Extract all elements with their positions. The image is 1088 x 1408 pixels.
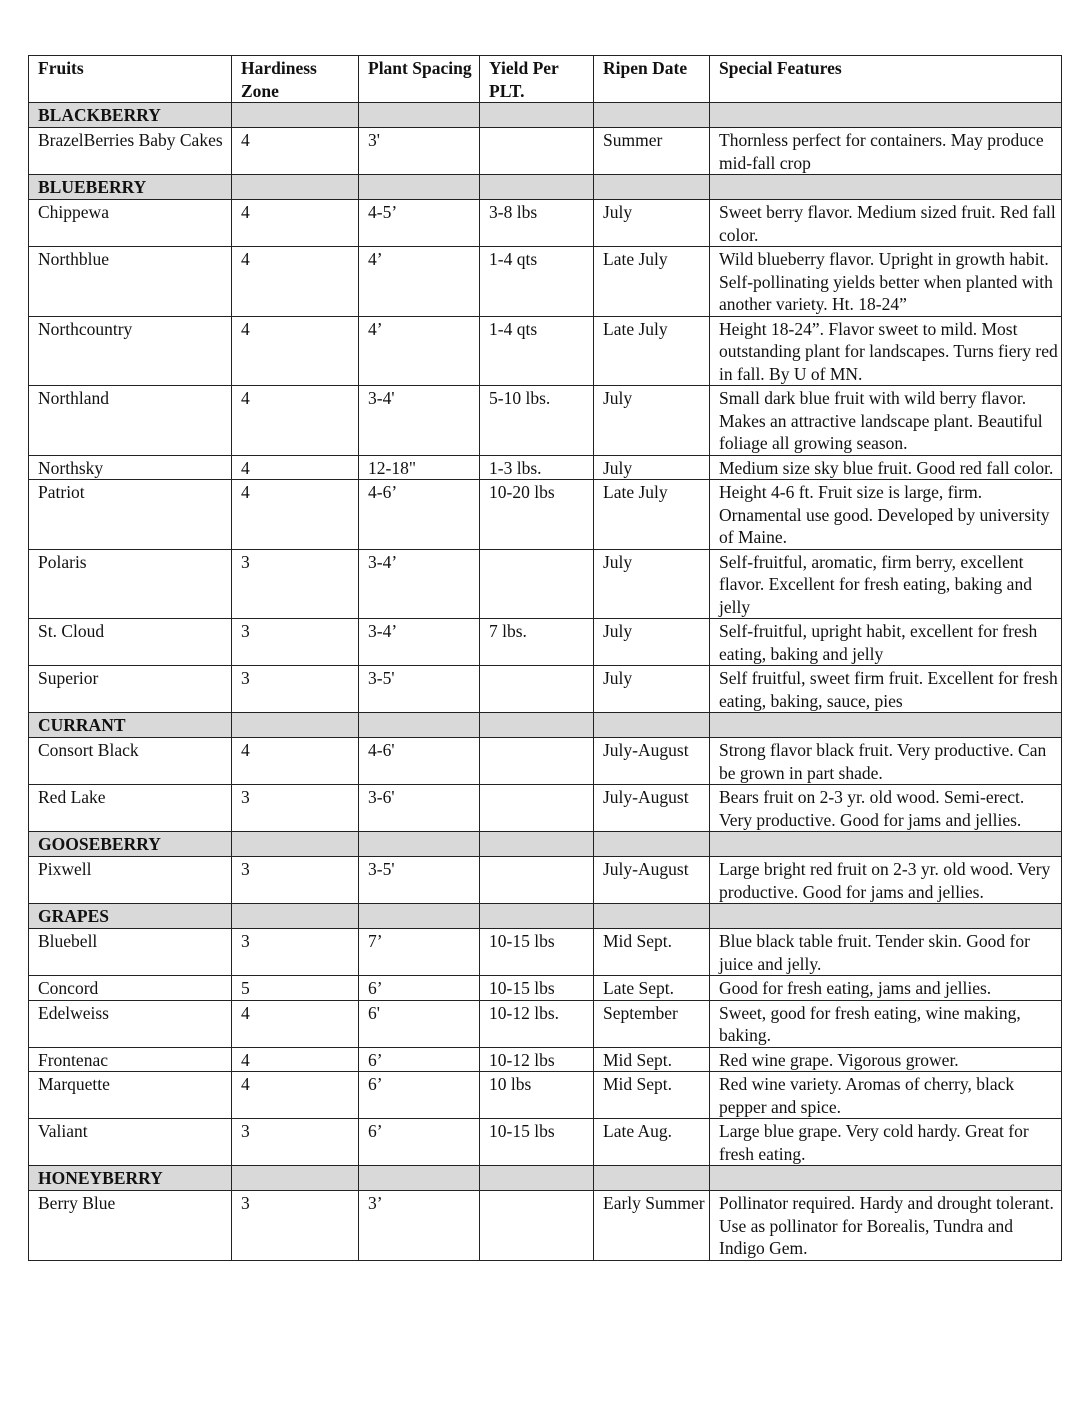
zone-cell: 4 [232, 1072, 359, 1119]
yield-cell: 10-15 lbs [480, 929, 594, 976]
features-cell: Small dark blue fruit with wild berry flavor. Makes an attractive landscape plant. Beautiful foliage all growing season. [710, 386, 1062, 456]
table-row [29, 785, 1062, 832]
yield-cell: 1-4 qts [480, 247, 594, 317]
category-row [29, 1166, 1062, 1191]
category-empty-cell [232, 103, 359, 128]
category-empty-cell [232, 904, 359, 929]
table-row [29, 200, 1062, 247]
yield-cell: 7 lbs. [480, 619, 594, 666]
ripen-cell: Late Sept. [594, 976, 710, 1001]
spacing-cell: 6' [359, 1000, 480, 1047]
zone-cell: 4 [232, 1047, 359, 1072]
fruit-cell: Northsky [29, 455, 232, 480]
yield-cell [480, 549, 594, 619]
category-empty-cell [594, 904, 710, 929]
header-hardiness-zone: Hardiness Zone [232, 56, 359, 103]
yield-cell [480, 128, 594, 175]
yield-cell: 10 lbs [480, 1072, 594, 1119]
fruit-cell: Red Lake [29, 785, 232, 832]
yield-cell: 10-12 lbs [480, 1047, 594, 1072]
zone-cell: 3 [232, 1119, 359, 1166]
table-body [29, 103, 1062, 1261]
table-row [29, 1047, 1062, 1072]
fruit-cell: Marquette [29, 1072, 232, 1119]
category-empty-cell [232, 1166, 359, 1191]
category-row [29, 103, 1062, 128]
spacing-cell: 3-4’ [359, 619, 480, 666]
features-cell: Medium size sky blue fruit. Good red fall color. [710, 455, 1062, 480]
yield-cell: 1-3 lbs. [480, 455, 594, 480]
spacing-cell: 3-5' [359, 857, 480, 904]
header-ripen-date: Ripen Date [594, 56, 710, 103]
spacing-cell: 6’ [359, 1072, 480, 1119]
category-empty-cell [359, 832, 480, 857]
category-empty-cell [480, 832, 594, 857]
ripen-cell: Late July [594, 480, 710, 550]
fruit-cell: Valiant [29, 1119, 232, 1166]
category-empty-cell [594, 713, 710, 738]
category-name: GOOSEBERRY [29, 832, 232, 857]
table-row [29, 929, 1062, 976]
zone-cell: 4 [232, 247, 359, 317]
fruit-cell: Superior [29, 666, 232, 713]
ripen-cell: Mid Sept. [594, 1072, 710, 1119]
category-empty-cell [594, 832, 710, 857]
category-empty-cell [480, 713, 594, 738]
ripen-cell: July [594, 386, 710, 456]
features-cell: Bears fruit on 2-3 yr. old wood. Semi-erect. Very productive. Good for jams and jellies. [710, 785, 1062, 832]
spacing-cell: 3-4’ [359, 549, 480, 619]
header-yield-per-plant: Yield Per PLT. [480, 56, 594, 103]
category-empty-cell [480, 103, 594, 128]
spacing-cell: 3-4' [359, 386, 480, 456]
spacing-cell: 6’ [359, 976, 480, 1001]
category-name: BLUEBERRY [29, 175, 232, 200]
spacing-cell: 4-6’ [359, 480, 480, 550]
features-cell: Sweet, good for fresh eating, wine making, baking. [710, 1000, 1062, 1047]
ripen-cell: Mid Sept. [594, 929, 710, 976]
table-row [29, 857, 1062, 904]
features-cell: Sweet berry flavor. Medium sized fruit. Red fall color. [710, 200, 1062, 247]
fruit-table [28, 55, 1062, 1261]
category-empty-cell [359, 103, 480, 128]
zone-cell: 3 [232, 666, 359, 713]
ripen-cell: July-August [594, 785, 710, 832]
fruit-cell: Frontenac [29, 1047, 232, 1072]
ripen-cell: July [594, 455, 710, 480]
category-empty-cell [359, 175, 480, 200]
fruit-cell: BrazelBerries Baby Cakes [29, 128, 232, 175]
yield-cell: 1-4 qts [480, 316, 594, 386]
features-cell: Strong flavor black fruit. Very productive. Can be grown in part shade. [710, 738, 1062, 785]
table-row [29, 976, 1062, 1001]
ripen-cell: Late Aug. [594, 1119, 710, 1166]
table-row [29, 455, 1062, 480]
table-row [29, 128, 1062, 175]
yield-cell: 10-15 lbs [480, 976, 594, 1001]
category-row [29, 713, 1062, 738]
zone-cell: 4 [232, 480, 359, 550]
spacing-cell: 7’ [359, 929, 480, 976]
table-row [29, 316, 1062, 386]
header-plant-spacing: Plant Spacing [359, 56, 480, 103]
yield-cell [480, 785, 594, 832]
spacing-cell: 4’ [359, 247, 480, 317]
fruit-cell: Edelweiss [29, 1000, 232, 1047]
category-row [29, 832, 1062, 857]
zone-cell: 3 [232, 857, 359, 904]
zone-cell: 4 [232, 738, 359, 785]
category-empty-cell [594, 103, 710, 128]
zone-cell: 4 [232, 455, 359, 480]
zone-cell: 3 [232, 1191, 359, 1261]
table-row [29, 666, 1062, 713]
features-cell: Self-fruitful, aromatic, firm berry, excellent flavor. Excellent for fresh eating, baking and jelly [710, 549, 1062, 619]
category-empty-cell [480, 904, 594, 929]
header-special-features: Special Features [710, 56, 1062, 103]
yield-cell: 10-12 lbs. [480, 1000, 594, 1047]
yield-cell: 10-20 lbs [480, 480, 594, 550]
category-empty-cell [359, 1166, 480, 1191]
category-row [29, 175, 1062, 200]
features-cell: Red wine grape. Vigorous grower. [710, 1047, 1062, 1072]
category-empty-cell [710, 175, 1062, 200]
ripen-cell: July-August [594, 857, 710, 904]
yield-cell: 10-15 lbs [480, 1119, 594, 1166]
spacing-cell: 3-5' [359, 666, 480, 713]
yield-cell [480, 738, 594, 785]
category-empty-cell [480, 1166, 594, 1191]
category-empty-cell [232, 175, 359, 200]
ripen-cell: July [594, 619, 710, 666]
yield-cell: 3-8 lbs [480, 200, 594, 247]
yield-cell [480, 666, 594, 713]
spacing-cell: 4-6' [359, 738, 480, 785]
category-name: BLACKBERRY [29, 103, 232, 128]
fruit-cell: Berry Blue [29, 1191, 232, 1261]
spacing-cell: 6’ [359, 1047, 480, 1072]
category-name: HONEYBERRY [29, 1166, 232, 1191]
features-cell: Blue black table fruit. Tender skin. Good for juice and jelly. [710, 929, 1062, 976]
ripen-cell: Mid Sept. [594, 1047, 710, 1072]
category-empty-cell [359, 713, 480, 738]
ripen-cell: Late July [594, 247, 710, 317]
spacing-cell: 3-6' [359, 785, 480, 832]
ripen-cell: July [594, 549, 710, 619]
fruit-cell: Concord [29, 976, 232, 1001]
ripen-cell: Summer [594, 128, 710, 175]
zone-cell: 3 [232, 929, 359, 976]
spacing-cell: 4-5’ [359, 200, 480, 247]
zone-cell: 4 [232, 1000, 359, 1047]
category-empty-cell [594, 175, 710, 200]
ripen-cell: September [594, 1000, 710, 1047]
ripen-cell: Early Summer [594, 1191, 710, 1261]
category-empty-cell [710, 103, 1062, 128]
features-cell: Thornless perfect for containers. May produce mid-fall crop [710, 128, 1062, 175]
ripen-cell: July-August [594, 738, 710, 785]
category-name: CURRANT [29, 713, 232, 738]
fruit-cell: Northland [29, 386, 232, 456]
zone-cell: 4 [232, 200, 359, 247]
category-empty-cell [710, 904, 1062, 929]
table-row [29, 1000, 1062, 1047]
zone-cell: 3 [232, 785, 359, 832]
fruit-cell: Pixwell [29, 857, 232, 904]
zone-cell: 4 [232, 316, 359, 386]
category-row [29, 904, 1062, 929]
spacing-cell: 6’ [359, 1119, 480, 1166]
fruit-cell: Northcountry [29, 316, 232, 386]
ripen-cell: July [594, 200, 710, 247]
table-row [29, 1072, 1062, 1119]
features-cell: Good for fresh eating, jams and jellies. [710, 976, 1062, 1001]
fruit-cell: Polaris [29, 549, 232, 619]
table-row [29, 738, 1062, 785]
fruit-cell: Patriot [29, 480, 232, 550]
table-row [29, 480, 1062, 550]
ripen-cell: Late July [594, 316, 710, 386]
zone-cell: 5 [232, 976, 359, 1001]
fruit-cell: St. Cloud [29, 619, 232, 666]
features-cell: Wild blueberry flavor. Upright in growth habit. Self-pollinating yields better when planted with another variety. Ht. 18-24” [710, 247, 1062, 317]
fruit-cell: Chippewa [29, 200, 232, 247]
category-empty-cell [359, 904, 480, 929]
features-cell: Pollinator required. Hardy and drought tolerant. Use as pollinator for Borealis, Tundra and Indigo Gem. [710, 1191, 1062, 1261]
category-empty-cell [710, 832, 1062, 857]
zone-cell: 3 [232, 549, 359, 619]
table-row [29, 549, 1062, 619]
category-empty-cell [232, 832, 359, 857]
category-empty-cell [232, 713, 359, 738]
features-cell: Self fruitful, sweet firm fruit. Excellent for fresh eating, baking, sauce, pies [710, 666, 1062, 713]
spacing-cell: 12-18" [359, 455, 480, 480]
yield-cell [480, 1191, 594, 1261]
spacing-cell: 3' [359, 128, 480, 175]
features-cell: Self-fruitful, upright habit, excellent for fresh eating, baking and jelly [710, 619, 1062, 666]
yield-cell: 5-10 lbs. [480, 386, 594, 456]
zone-cell: 4 [232, 386, 359, 456]
fruit-cell: Northblue [29, 247, 232, 317]
zone-cell: 3 [232, 619, 359, 666]
features-cell: Large bright red fruit on 2-3 yr. old wood. Very productive. Good for jams and jellies. [710, 857, 1062, 904]
features-cell: Height 18-24”. Flavor sweet to mild. Most outstanding plant for landscapes. Turns fiery red in fall. By U of MN. [710, 316, 1062, 386]
table-row [29, 247, 1062, 317]
features-cell: Large blue grape. Very cold hardy. Great for fresh eating. [710, 1119, 1062, 1166]
features-cell: Red wine variety. Aromas of cherry, black pepper and spice. [710, 1072, 1062, 1119]
features-cell: Height 4-6 ft. Fruit size is large, firm. Ornamental use good. Developed by university of Maine. [710, 480, 1062, 550]
spacing-cell: 4’ [359, 316, 480, 386]
category-empty-cell [710, 1166, 1062, 1191]
zone-cell: 4 [232, 128, 359, 175]
category-empty-cell [480, 175, 594, 200]
category-empty-cell [594, 1166, 710, 1191]
header-row [29, 56, 1062, 103]
yield-cell [480, 857, 594, 904]
fruit-cell: Bluebell [29, 929, 232, 976]
fruit-cell: Consort Black [29, 738, 232, 785]
ripen-cell: July [594, 666, 710, 713]
table-row [29, 386, 1062, 456]
table-row [29, 1119, 1062, 1166]
header-fruits: Fruits [29, 56, 232, 103]
category-empty-cell [710, 713, 1062, 738]
table-row [29, 1191, 1062, 1261]
category-name: GRAPES [29, 904, 232, 929]
table-row [29, 619, 1062, 666]
spacing-cell: 3’ [359, 1191, 480, 1261]
